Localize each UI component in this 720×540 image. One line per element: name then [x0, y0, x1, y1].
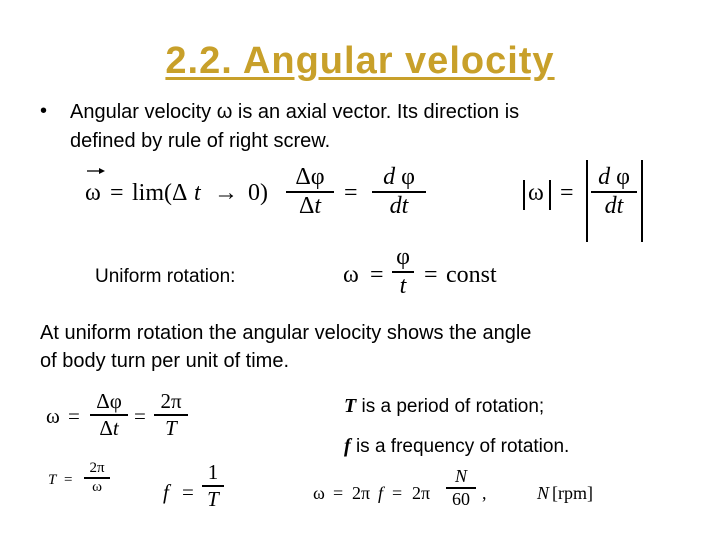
denominator: t — [399, 272, 407, 299]
equals-sign: = — [64, 472, 73, 488]
equals-sign: = — [344, 180, 358, 206]
fraction-delta-phi-delta-t — [90, 389, 128, 441]
denominator: T — [165, 415, 177, 440]
equals-sign: = — [560, 180, 574, 206]
equals-sign: = — [370, 262, 384, 288]
equals-sign: = — [134, 404, 146, 428]
numerator: d φ — [598, 164, 630, 190]
frequency-note-text: is a frequency of rotation. — [350, 436, 570, 457]
numerator: Δφ — [295, 164, 325, 190]
abs-bar-left — [523, 180, 525, 210]
omega-symbol: ω — [46, 404, 60, 428]
omega-symbol: ω — [85, 180, 101, 206]
abs-bar-right — [641, 160, 643, 242]
period-note — [344, 395, 544, 418]
zero-paren: 0) — [248, 180, 268, 206]
period-symbol: T — [344, 395, 357, 417]
frequency-symbol: f — [344, 435, 351, 457]
equals-sign: = — [68, 404, 80, 428]
numerator: N — [454, 466, 467, 486]
bullet-text-line2: defined by rule of right screw. — [70, 130, 331, 152]
rpm-unit: [rpm] — [552, 483, 593, 503]
paragraph-line2: of body turn per unit of time. — [40, 350, 290, 372]
numerator: Δφ — [96, 389, 122, 413]
numerator: d φ — [383, 164, 415, 190]
bullet-text-line1: Angular velocity ω is an axial vector. Its direction is — [70, 101, 520, 123]
numerator: φ — [396, 244, 410, 270]
denominator: Δt — [298, 192, 322, 219]
denominator: ω — [92, 478, 102, 495]
denominator: 60 — [452, 488, 470, 509]
f-variable: f — [163, 480, 169, 504]
bullet-icon: • — [40, 100, 48, 122]
equals-sign: = — [424, 262, 438, 288]
fraction-d-phi-dt — [591, 164, 637, 220]
equals-sign: = — [110, 180, 124, 206]
two-pi: 2π — [352, 483, 371, 503]
numerator: 1 — [207, 460, 219, 484]
comma: , — [482, 483, 487, 503]
frequency-note — [344, 435, 569, 458]
omega-symbol: ω — [343, 262, 359, 288]
two-pi: 2π — [412, 483, 431, 503]
equals-sign: = — [182, 480, 194, 504]
fraction-2pi-T — [154, 389, 188, 441]
f-variable: f — [378, 483, 384, 503]
denominator: T — [207, 486, 219, 511]
denominator: dt — [389, 192, 409, 219]
omega-symbol: ω — [528, 180, 544, 206]
period-note-text: is a period of rotation; — [356, 396, 545, 417]
fraction-d-phi-dt — [372, 164, 426, 220]
denominator: Δt — [99, 415, 119, 440]
omega-symbol: ω — [313, 483, 325, 503]
fraction-2pi-omega — [84, 460, 110, 496]
equals-sign: = — [333, 483, 344, 503]
abs-bar-right — [549, 180, 551, 210]
denominator: dt — [604, 192, 624, 219]
fraction-phi-t — [392, 244, 414, 300]
vector-arrow-icon — [85, 166, 107, 176]
const-text: const — [446, 262, 497, 288]
t-variable: t — [194, 180, 201, 206]
abs-bar-left — [586, 160, 588, 242]
fraction-N-60 — [446, 466, 476, 510]
page-title: 2.2. Angular velocity — [165, 40, 555, 82]
numerator: 2π — [89, 460, 105, 476]
equals-sign: = — [392, 483, 403, 503]
lim-text: lim(Δ — [132, 180, 188, 206]
fraction-1-T — [202, 460, 224, 512]
uniform-rotation-label: Uniform rotation: — [95, 266, 236, 287]
arrow-symbol: → — [214, 180, 238, 206]
fraction-delta-phi-delta-t — [286, 164, 334, 220]
T-variable: T — [48, 472, 57, 488]
N-variable: N — [537, 483, 550, 503]
numerator: 2π — [160, 389, 182, 413]
paragraph-line1: At uniform rotation the angular velocity shows the angle — [40, 322, 532, 344]
